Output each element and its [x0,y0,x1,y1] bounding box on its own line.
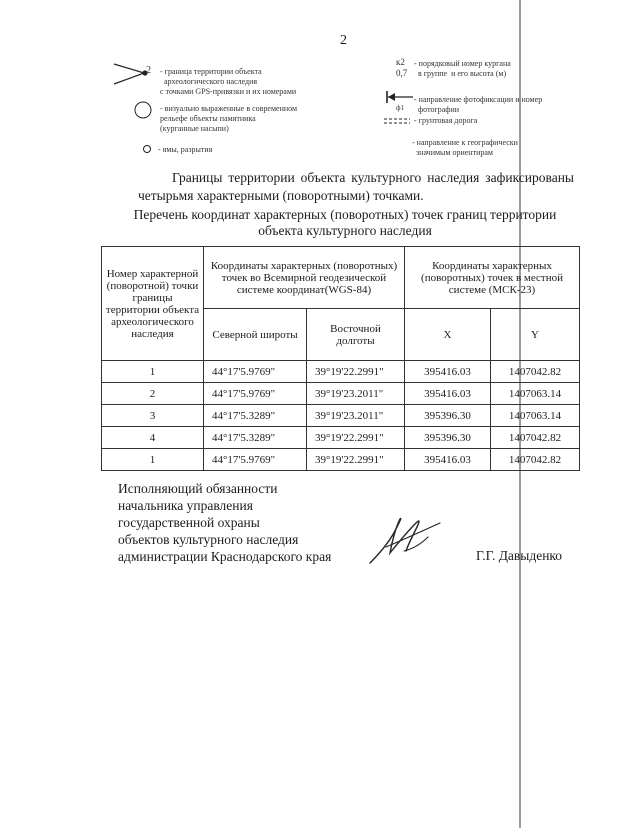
x-cell: 395416.03 [405,361,491,383]
latitude-cell: 44°17'5.3289" [204,405,307,427]
page-number: 2 [340,33,347,48]
handwritten-signature [366,507,446,569]
header-latitude: Северной широты [204,309,307,361]
x-cell: 395396.30 [405,427,491,449]
point-number-cell: 3 [102,405,204,427]
legend-pits-text: - ямы, разрытия [158,145,213,154]
signatory-line: объектов культурного наследия [118,532,299,547]
table-row [102,361,580,383]
header-x: X [405,309,491,361]
signatory-line: Исполняющий обязанности [118,481,278,496]
legend-boundary-text: - граница территории объекта археологического наследия с точками GPS-привязки и их номерами [160,67,297,96]
x-cell: 395396.30 [405,405,491,427]
header-longitude: Восточной долготы [307,309,405,361]
latitude-cell: 44°17'5.9769" [204,383,307,405]
table-row [102,449,580,471]
signatory-title [118,480,331,565]
intro-paragraph: Границы территории объекта культурного наследия зафиксированы четырьмя характерными (поворотными) точками. [138,170,574,203]
photo-direction-icon [386,91,414,103]
table-row [102,383,580,405]
legend-dirt-road-text: - грунтовая дорога [414,116,478,125]
header-msk23: Координаты характерных (поворотных) точек в местной системе (МСК-23) [405,247,580,309]
header-wgs84: Координаты характерных (поворотных) точек во Всемирной геодезической системе координат(WGS-84) [204,247,405,309]
boundary-point-number: 2 [146,65,151,76]
y-cell: 1407042.82 [491,427,580,449]
longitude-cell: 39°19'22.2991" [307,427,405,449]
mound-number-symbol-bottom: 0,7 [396,68,408,78]
signer-name: Г.Г. Давыденко [476,548,563,563]
x-cell: 395416.03 [405,383,491,405]
table-caption: Перечень координат характерных (поворотных) точек границ территории объекта культурного наследия [133,207,557,238]
y-cell: 1407063.14 [491,405,580,427]
photo-direction-label: ф1 [396,104,405,112]
latitude-cell: 44°17'5.9769" [204,449,307,471]
point-number-cell: 1 [102,449,204,471]
header-point-number: Номер характерной (поворотной) точки границы территории объекта археологического наследия [102,247,204,361]
pit-circle-icon [142,144,152,154]
x-cell: 395416.03 [405,449,491,471]
mound-number-symbol-top: к2 [396,57,405,67]
point-number-cell: 4 [102,427,204,449]
map-legend [0,0,640,160]
legend-mound-number-text: - порядковый номер кургана в группе и его высота (м) [414,59,511,78]
table-row [102,405,580,427]
signatory-line: начальника управления [118,498,253,513]
longitude-cell: 39°19'23.2011" [307,405,405,427]
longitude-cell: 39°19'22.2991" [307,449,405,471]
longitude-cell: 39°19'23.2011" [307,383,405,405]
y-cell: 1407063.14 [491,383,580,405]
dirt-road-icon [384,118,410,124]
legend-mound-relief-text: - визуально выраженные в современном рельефе объекты памятника (курганные насыпи) [160,104,298,133]
longitude-cell: 39°19'22.2991" [307,361,405,383]
legend-photo-direction-text: - направление фотофиксации и номер фотографии [414,95,543,114]
latitude-cell: 44°17'5.3289" [204,427,307,449]
y-cell: 1407042.82 [491,361,580,383]
latitude-cell: 44°17'5.9769" [204,361,307,383]
header-y: Y [491,309,580,361]
point-number-cell: 1 [102,361,204,383]
y-cell: 1407042.82 [491,449,580,471]
legend-geo-direction-text: - направление к географически значимым ориентирам [412,138,518,157]
coordinates-table [101,246,580,471]
signatory-line: государственной охраны [118,515,260,530]
mound-circle-icon [133,100,153,120]
table-row [102,427,580,449]
signatory-line: администрации Краснодарского края [118,549,332,564]
point-number-cell: 2 [102,383,204,405]
